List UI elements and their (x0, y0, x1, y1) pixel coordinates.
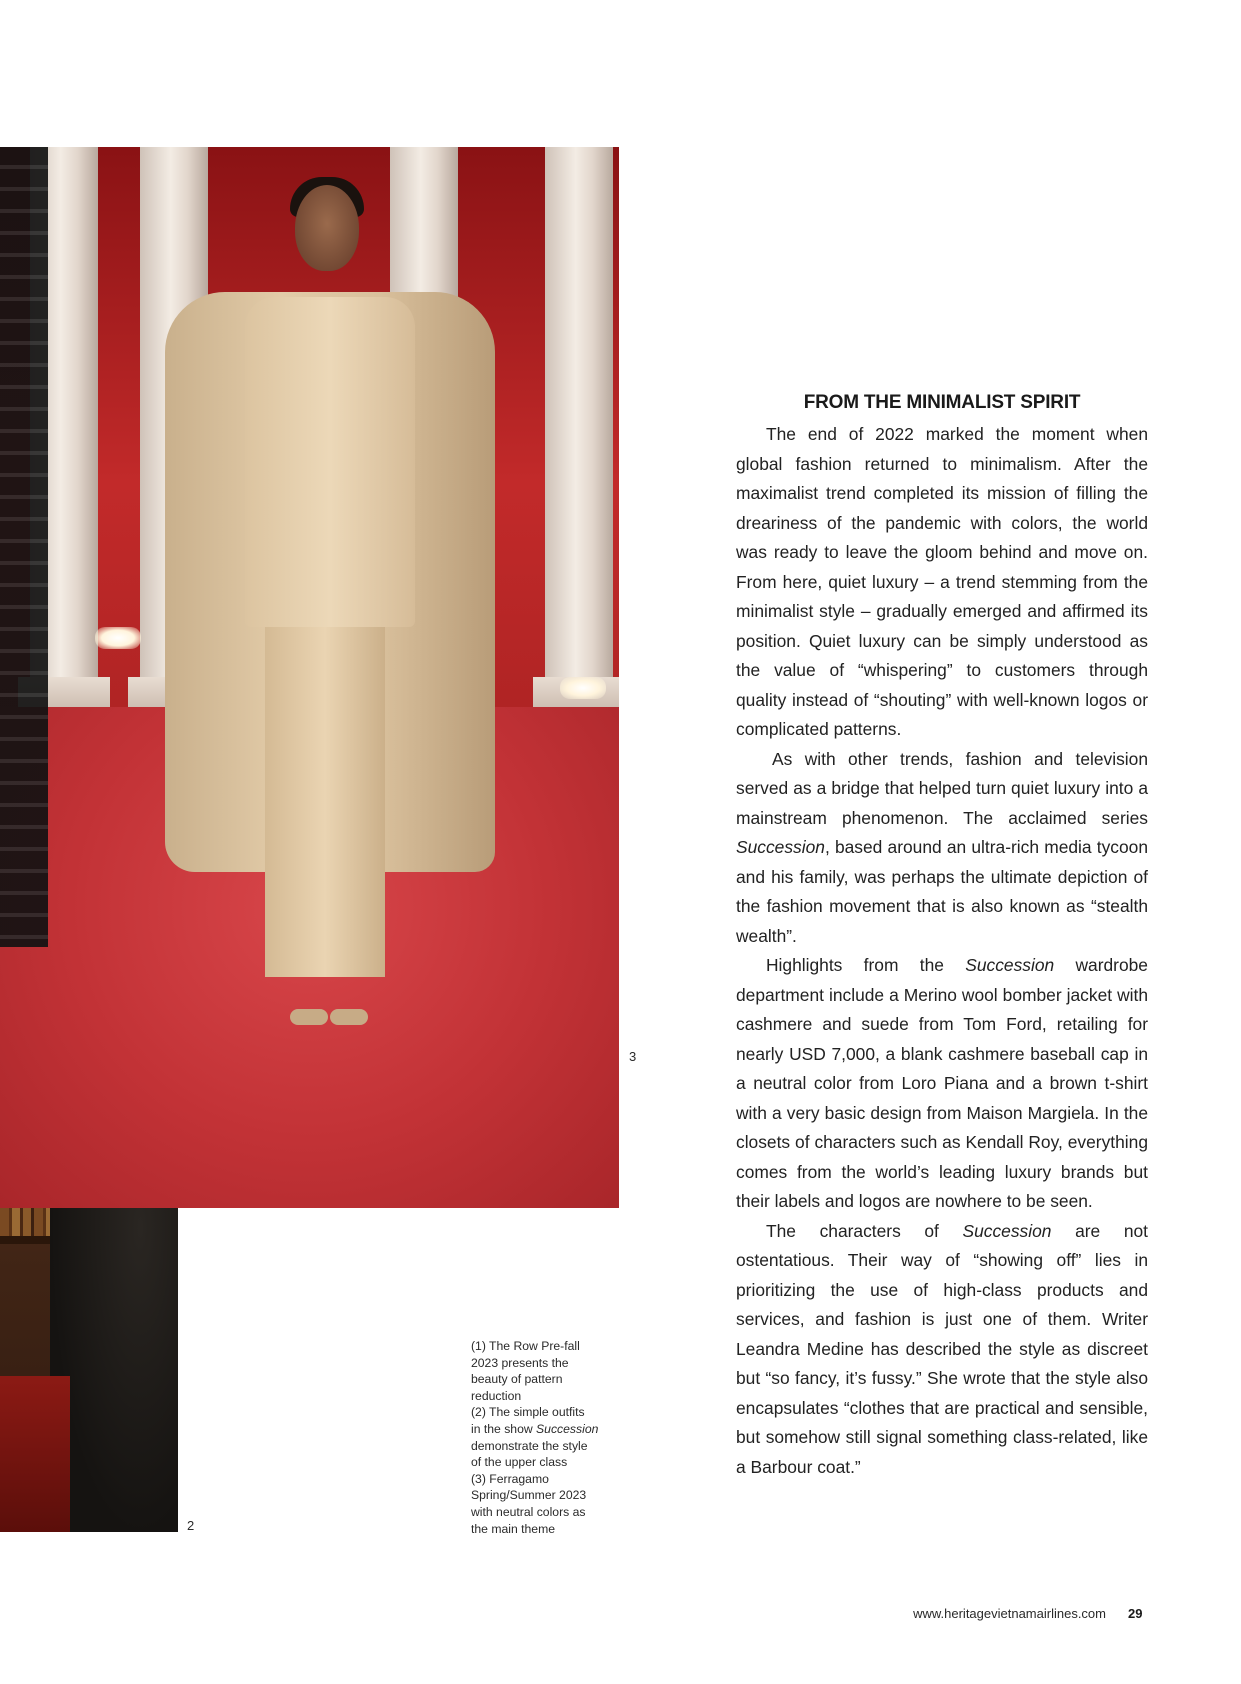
spotlight (95, 627, 141, 649)
article-paragraph: The end of 2022 marked the moment when global fashion returned to minimalism. After the maximalist trend completed its mission of filling the dreariness of the pandemic with colors, the world was ready to leave the gloom behind and move on. From here, quiet luxury – a trend stemming from the minimalist style – gradually emerged and affirmed its position. Quiet luxury can be simply understood as the value of “whispering” to customers through quality instead of “shouting” with well-known logos or complicated patterns. (736, 424, 1148, 739)
caption-line (471, 1421, 621, 1438)
caption-line: Spring/Summer 2023 (471, 1488, 587, 1503)
paragraph-text: The characters of (766, 1220, 963, 1241)
caption-line: beauty of pattern (471, 1372, 563, 1387)
model-shoe (330, 1009, 368, 1025)
caption-line: the main theme (471, 1521, 556, 1536)
italic-title: Succession (962, 1220, 1052, 1241)
photo-caption (471, 1338, 621, 1537)
caption-line: (3) Ferragamo (471, 1471, 549, 1486)
pillar (545, 147, 613, 687)
spotlight (560, 677, 606, 699)
model-shoe (290, 1009, 328, 1025)
article-body (736, 420, 1148, 1482)
caption-line: demonstrate the style (471, 1438, 588, 1453)
italic-title: Succession (736, 837, 825, 857)
model-jacket (245, 297, 415, 627)
paragraph-text: Highlights from the (766, 955, 966, 975)
article-paragraph (736, 745, 1148, 952)
caption-text: in the show (471, 1421, 537, 1436)
caption-line: (2) The simple outfits (471, 1405, 585, 1420)
library-red-chair (0, 1376, 70, 1532)
photo-runway (0, 147, 619, 1208)
article-paragraph (736, 951, 1148, 1217)
paragraph-text: , based around an ultra-rich media tycoon and his family, was perhaps the ultimate depiction of the fashion movement that is also known as “stealth wealth”. (736, 837, 1148, 946)
article-paragraph (736, 1217, 1148, 1483)
caption-italic-title: Succession (536, 1421, 599, 1436)
caption-line: with neutral colors as (471, 1504, 586, 1519)
page-number: 29 (1128, 1606, 1143, 1621)
figure-number-3: 3 (629, 1049, 637, 1064)
caption-line: (1) The Row Pre-fall (471, 1339, 580, 1353)
paragraph-text: are not ostentatious. Their way of “showing off” lies in prioritizing the use of high-class products and services, and fashion is just one of them. Writer Leandra Medine has described the style as discreet but “so fancy, it’s fussy.” She wrote that the style also encapsulates “clothes that are practical and sensible, but somehow still signal something class-related, like a Barbour coat.” (736, 1220, 1148, 1477)
caption-line: 2023 presents the (471, 1355, 569, 1370)
footer-website-link[interactable]: www.heritagevietnamairlines.com (913, 1606, 1106, 1621)
caption-line: reduction (471, 1388, 522, 1403)
caption-line: of the upper class (471, 1455, 568, 1470)
article-title: FROM THE MINIMALIST SPIRIT (803, 392, 1081, 413)
italic-title: Succession (965, 955, 1055, 975)
stage-light-rig (0, 147, 48, 947)
figure-number-2: 2 (187, 1518, 195, 1533)
model-trousers (265, 617, 385, 977)
paragraph-text: wardrobe department include a Merino wool bomber jacket with cashmere and suede from Tom Ford, retailing for nearly USD 7,000, a blank cashmere baseball cap in a neutral color from Loro Piana and a brown t-shirt with a very basic design from Maison Margiela. In the closets of characters such as Kendall Roy, everything comes from the world’s leading luxury brands but their labels and logos are nowhere to be seen. (736, 955, 1148, 1211)
paragraph-text: As with other trends, fashion and television served as a bridge that helped turn quiet luxury into a mainstream phenomenon. The acclaimed series (736, 748, 1148, 828)
model-head (295, 185, 359, 271)
